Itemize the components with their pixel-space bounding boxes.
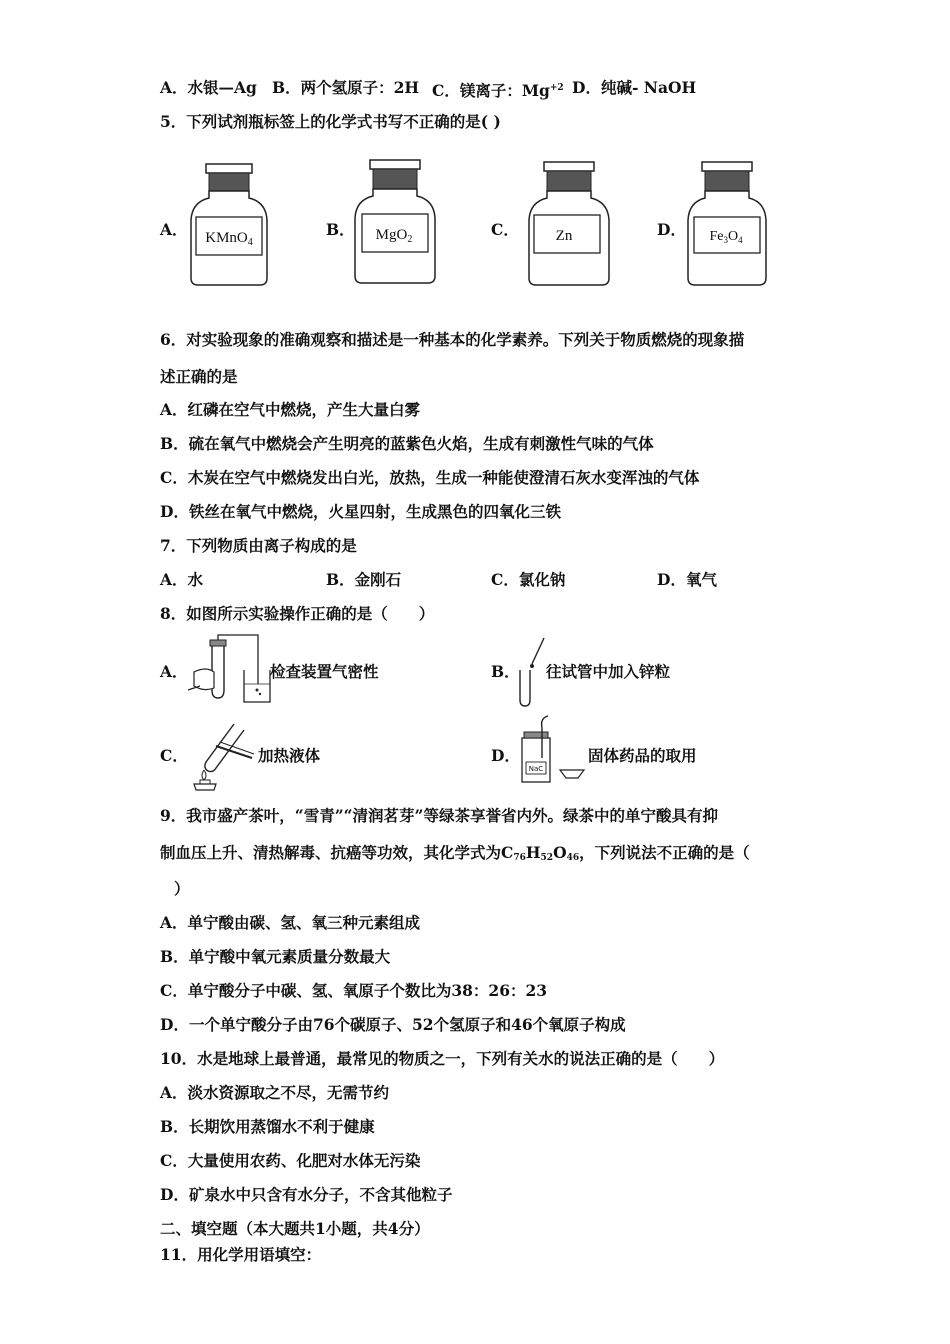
q7-option-a: A．水 bbox=[160, 570, 204, 589]
jar-label-text: NaC bbox=[528, 765, 544, 773]
q10-option-b: B．长期饮用蒸馏水不利于健康 bbox=[160, 1117, 375, 1136]
reagent-bottle-a bbox=[184, 160, 274, 290]
q11-stem: 11．用化学用语填空： bbox=[160, 1245, 322, 1264]
add-zinc-figure bbox=[514, 634, 548, 708]
q10-stem: 10．水是地球上最普通，最常见的物质之一，下列有关水的说法正确的是（ ） bbox=[160, 1049, 725, 1068]
q5-letter-c: C． bbox=[491, 220, 519, 239]
section2-title: 二、填空题（本大题共1小题，共4分） bbox=[160, 1219, 430, 1238]
bottle-b-label: MgO$_2$ bbox=[375, 227, 413, 245]
q8-stem: 8．如图所示实验操作正确的是（ ） bbox=[160, 604, 435, 623]
q8-option-a-text: 检查装置气密性 bbox=[270, 662, 379, 681]
q8-letter-c: C． bbox=[160, 746, 188, 765]
q7-option-d: D．氧气 bbox=[657, 570, 717, 589]
q4-option-a: A．水银—Ag bbox=[160, 78, 257, 97]
q7-option-c: C．氯化钠 bbox=[491, 570, 566, 589]
q9-stem-line1: 9．我市盛产茶叶，“雪青”“清润茗芽”等绿茶享誉省内外。绿茶中的单宁酸具有抑 bbox=[160, 806, 718, 825]
q10-option-c: C．大量使用农药、化肥对水体无污染 bbox=[160, 1151, 421, 1170]
q4-option-d: D．纯碱- NaOH bbox=[572, 78, 697, 97]
q10-option-a: A．淡水资源取之不尽，无需节约 bbox=[160, 1083, 390, 1102]
q6-stem-line1: 6．对实验现象的准确观察和描述是一种基本的化学素养。下列关于物质燃烧的现象描 bbox=[160, 330, 745, 349]
q6-stem-line2: 述正确的是 bbox=[160, 367, 238, 386]
q9-stem-line2-post: ，下列说法不正确的是（ bbox=[579, 843, 750, 862]
reagent-bottle-c bbox=[524, 158, 614, 288]
q8-letter-a: A． bbox=[160, 662, 188, 681]
q6-option-d: D．铁丝在氧气中燃烧，火星四射，生成黑色的四氧化三铁 bbox=[160, 502, 561, 521]
formula-h: H bbox=[525, 843, 541, 862]
formula-c-count: 76 bbox=[513, 853, 526, 863]
airtightness-check-figure bbox=[186, 632, 272, 706]
q8-option-c-text: 加热液体 bbox=[258, 746, 321, 765]
q6-option-b: B．硫在氧气中燃烧会产生明亮的蓝紫色火焰，生成有刺激性气味的气体 bbox=[160, 434, 654, 453]
heating-liquid-figure bbox=[186, 716, 258, 792]
q8-letter-d: D． bbox=[491, 746, 520, 765]
q9-option-a: A．单宁酸由碳、氢、氧三种元素组成 bbox=[160, 913, 421, 932]
q8-letter-b: B． bbox=[491, 662, 520, 681]
bottle-c-label: Zn bbox=[555, 228, 573, 244]
q9-stem-line2 bbox=[160, 843, 750, 868]
q6-option-a: A．红磷在空气中燃烧，产生大量白雾 bbox=[160, 400, 421, 419]
q7-option-b: B．金刚石 bbox=[326, 570, 402, 589]
solid-reagent-figure bbox=[516, 714, 588, 790]
q9-option-c: C．单宁酸分子中碳、氢、氧原子个数比为38：26：23 bbox=[160, 981, 548, 1000]
formula-o: O bbox=[553, 843, 567, 862]
bottle-a-label: KMnO$_4$ bbox=[205, 230, 253, 248]
q6-option-c: C．木炭在空气中燃烧发出白光，放热，生成一种能使澄清石灰水变浑浊的气体 bbox=[160, 468, 700, 487]
q8-option-d-text: 固体药品的取用 bbox=[588, 746, 697, 765]
reagent-bottle-b bbox=[350, 156, 440, 288]
formula-h-count: 52 bbox=[540, 853, 554, 863]
bottle-d-label: $Fe_3O_4$ bbox=[709, 229, 743, 245]
q7-stem: 7．下列物质由离子构成的是 bbox=[160, 536, 357, 555]
q9-option-b: B．单宁酸中氧元素质量分数最大 bbox=[160, 947, 391, 966]
q9-stem-line2-pre: 制血压上升、清热解毒、抗癌等功效，其化学式为C bbox=[160, 843, 514, 862]
q8-option-b-text: 往试管中加入锌粒 bbox=[546, 662, 671, 681]
q4-option-c bbox=[432, 78, 564, 101]
q10-option-d: D．矿泉水中只含有水分子，不含其他粒子 bbox=[160, 1185, 453, 1204]
q4-option-c-charge: +2 bbox=[549, 83, 564, 93]
q4-option-b: B．两个氢原子：2H bbox=[272, 78, 420, 97]
q9-option-d: D．一个单宁酸分子由76个碳原子、52个氢原子和46个氧原子构成 bbox=[160, 1015, 626, 1034]
q4-option-c-text: C．镁离子：Mg bbox=[432, 81, 550, 100]
q5-letter-a: A． bbox=[160, 220, 188, 239]
reagent-bottle-d bbox=[684, 158, 774, 288]
q5-letter-b: B． bbox=[326, 220, 355, 239]
q5-letter-d: D． bbox=[657, 220, 686, 239]
q5-stem: 5．下列试剂瓶标签上的化学式书写不正确的是( ) bbox=[160, 112, 501, 131]
formula-o-count: 46 bbox=[566, 853, 580, 863]
q9-stem-line3: ） bbox=[174, 879, 190, 898]
